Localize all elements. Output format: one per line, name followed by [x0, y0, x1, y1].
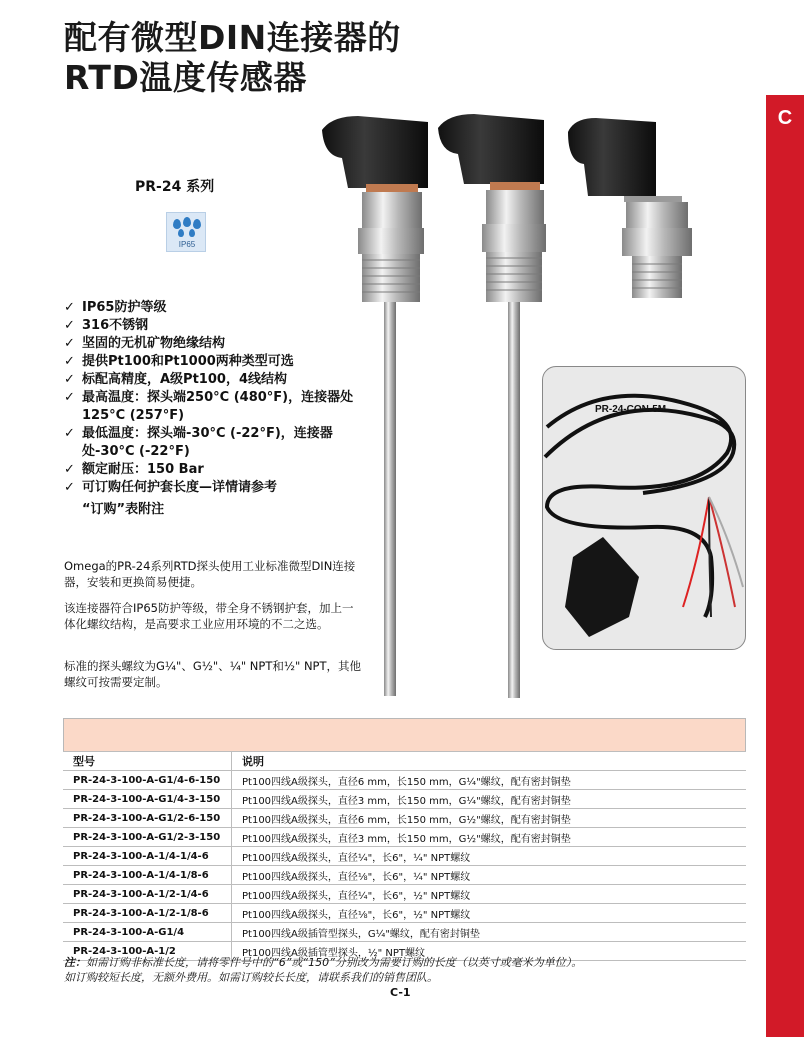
feature-item: ✓ 最高温度：探头端250°C (480°F)，连接器处125°C (257°F)	[64, 390, 354, 423]
cable-inset-photo	[542, 366, 746, 650]
check-icon: ✓	[64, 426, 75, 441]
model-description: Pt100四线A级探头，直径¼"，长6"，¼" NPT螺纹	[232, 847, 747, 866]
water-drop	[193, 219, 201, 229]
sensor-short	[568, 118, 692, 298]
column-header-description: 说明	[232, 752, 747, 771]
water-drop	[189, 229, 195, 237]
model-description: Pt100四线A级探头，直径⅛"，长6"，½" NPT螺纹	[232, 904, 747, 923]
page-title	[64, 18, 401, 98]
model-number: PR-24-3-100-A-1/4-1/4-6	[63, 847, 232, 866]
model-description: Pt100四线A级探头，直径6 mm，长150 mm，G¼"螺纹，配有密封铜垫	[232, 771, 747, 790]
model-description: Pt100四线A级插管型探头，½" NPT螺纹	[232, 942, 747, 961]
note-line-1: 如需订购非标准长度，请将零件号中的“6”或“150”分别改为需要订购的长度（以英寸或毫米为单位）。	[86, 956, 583, 969]
water-drop	[183, 217, 191, 227]
check-icon: ✓	[64, 480, 75, 495]
table-row	[63, 790, 746, 809]
ordering-table	[63, 718, 746, 961]
table-row	[63, 828, 746, 847]
check-icon: ✓	[64, 462, 75, 477]
model-description: Pt100四线A级插管型探头，G¼"螺纹，配有密封铜垫	[232, 923, 747, 942]
feature-item: ✓ IP65防护等级	[64, 300, 167, 315]
model-number: PR-24-3-100-A-G1/2-6-150	[63, 809, 232, 828]
table-row	[63, 809, 746, 828]
feature-list	[64, 299, 374, 519]
feature-item: ✓ 坚固的无机矿物绝缘结构	[64, 336, 226, 351]
description-paragraph-2: 该连接器符合IP65防护等级，带全身不锈钢护套，加上一体化螺纹结构，是高要求工业应用环境的不二之选。	[64, 601, 354, 631]
cable-label: PR-24-CON-5M	[595, 404, 667, 415]
table-header-band	[63, 718, 746, 751]
model-number: PR-24-3-100-A-1/2-1/4-6	[63, 885, 232, 904]
model-number: PR-24-3-100-A-1/2-1/8-6	[63, 904, 232, 923]
note-label: 注：	[64, 956, 86, 969]
ip65-badge	[166, 212, 206, 252]
model-description: Pt100四线A级探头，直径3 mm，长150 mm，G½"螺纹，配有密封铜垫	[232, 828, 747, 847]
feature-item: ✓ 最低温度：探头端-30°C (-22°F)，连接器处-30°C (-22°F)	[64, 426, 333, 459]
table-header-row	[63, 752, 746, 771]
model-number: PR-24-3-100-A-1/4-1/8-6	[63, 866, 232, 885]
title-line-1: 配有微型DIN连接器的	[64, 18, 401, 57]
check-icon: ✓	[64, 318, 75, 333]
check-icon: ✓	[64, 336, 75, 351]
check-icon: ✓	[64, 390, 75, 405]
model-description: Pt100四线A级探头，直径3 mm，长150 mm，G¼"螺纹，配有密封铜垫	[232, 790, 747, 809]
series-label: PR-24 系列	[135, 179, 215, 195]
model-number: PR-24-3-100-A-G1/4	[63, 923, 232, 942]
model-number: PR-24-3-100-A-G1/4-6-150	[63, 771, 232, 790]
page-number: C-1	[390, 986, 411, 999]
footnote	[64, 955, 582, 985]
check-icon: ✓	[64, 354, 75, 369]
feature-continuation-item	[64, 501, 374, 519]
feature-item: ✓ 提供Pt100和Pt1000两种类型可选	[64, 354, 294, 369]
table-row	[63, 904, 746, 923]
sensor-long-2	[438, 114, 546, 698]
feature-item: ✓ 316不锈钢	[64, 318, 149, 333]
section-tab-letter: C	[777, 107, 793, 129]
model-description: Pt100四线A级探头，直径¼"，长6"，½" NPT螺纹	[232, 885, 747, 904]
check-icon: ✓	[64, 372, 75, 387]
check-icon: ✓	[64, 300, 75, 315]
table-row	[63, 866, 746, 885]
title-line-2: RTD温度传感器	[64, 58, 307, 97]
feature-item: ✓ 额定耐压：150 Bar	[64, 462, 204, 477]
model-description: Pt100四线A级探头，直径⅛"，长6"，¼" NPT螺纹	[232, 866, 747, 885]
column-header-model: 型号	[63, 752, 232, 771]
description-paragraph-1: Omega的PR-24系列RTD探头使用工业标准微型DIN连接器，安装和更换简易便捷。	[64, 559, 356, 589]
water-drops-icon	[173, 219, 181, 229]
model-number: PR-24-3-100-A-G1/2-3-150	[63, 828, 232, 847]
note-line-2: 如订购较短长度，无额外费用。如需订购较长长度，请联系我们的销售团队。	[64, 971, 438, 984]
model-number: PR-24-3-100-A-G1/4-3-150	[63, 790, 232, 809]
table-row	[63, 847, 746, 866]
model-number: PR-24-3-100-A-1/2	[63, 942, 232, 961]
water-drop	[178, 229, 184, 237]
feature-continuation: “订购”表附注	[82, 502, 165, 517]
table-row	[63, 771, 746, 790]
feature-item: ✓ 标配高精度，A级Pt100，4线结构	[64, 372, 287, 387]
table-row	[63, 885, 746, 904]
section-tab	[766, 95, 804, 1037]
table-row	[63, 923, 746, 942]
model-description: Pt100四线A级探头，直径6 mm，长150 mm，G½"螺纹，配有密封铜垫	[232, 809, 747, 828]
feature-item: ✓ 可订购任何护套长度—详情请参考	[64, 480, 278, 495]
ip65-badge-label: IP65	[178, 240, 196, 249]
description-paragraph-3: 标准的探头螺纹为G¼"、G½"、¼" NPT和½" NPT，其他螺纹可按需要定制。	[64, 659, 361, 689]
